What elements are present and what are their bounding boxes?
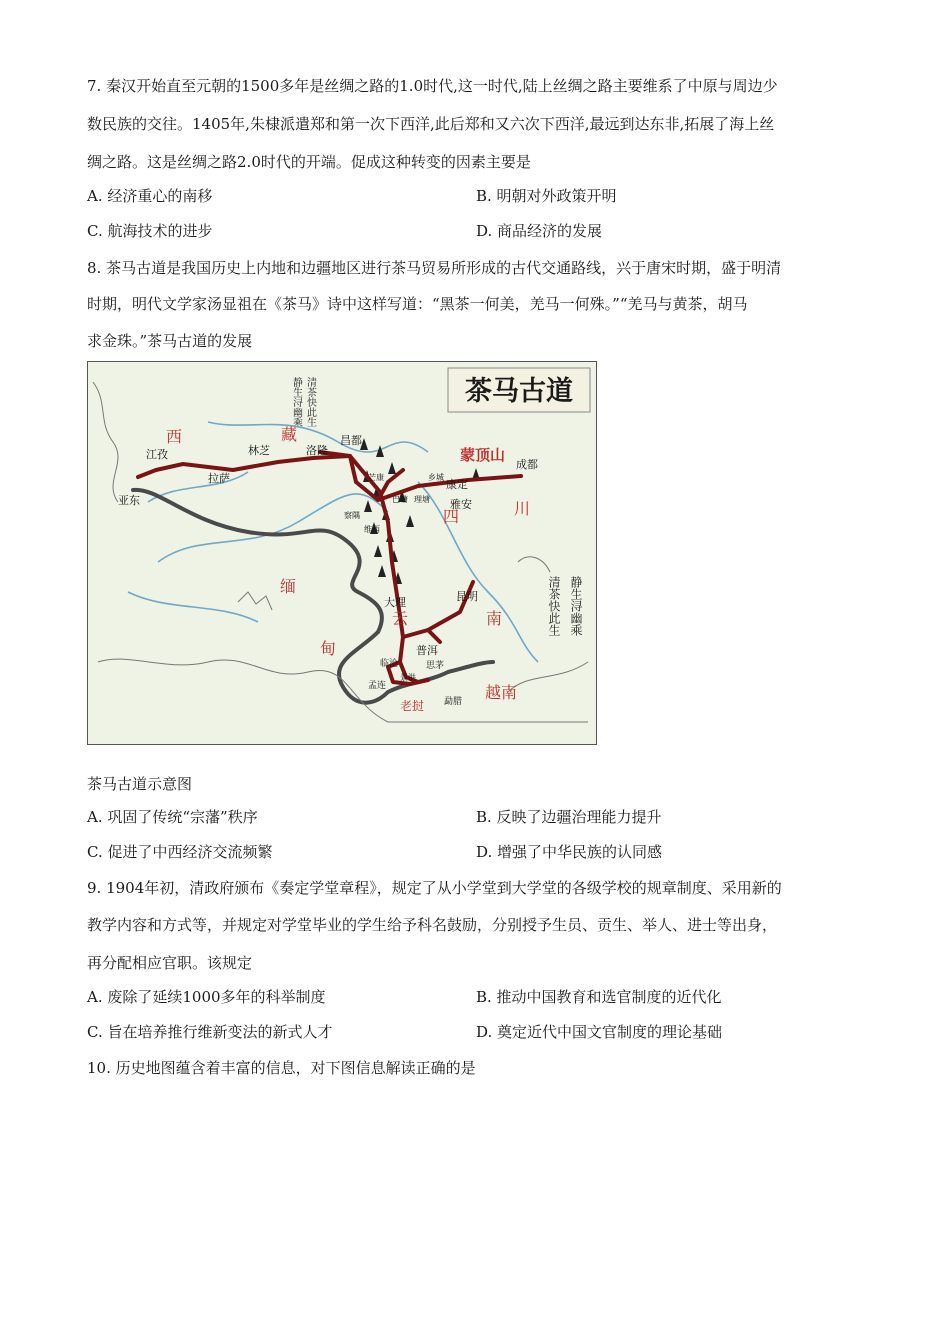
map-poem-right-2: 清茶快此生 — [547, 576, 561, 636]
q7-option-d[interactable]: D. 商品经济的发展 — [476, 222, 603, 240]
city-label: 大理 — [384, 596, 406, 609]
city-label: 成都 — [516, 458, 538, 471]
region-label: 越南 — [485, 683, 518, 702]
q7-stem-line-1: 7. 秦汉开始直至元朝的1500多年是丝绸之路的1.0时代,这一时代,陆上丝绸之路主要维系了中原与周边少 — [87, 77, 778, 95]
q9-option-a[interactable]: A. 废除了延续1000多年的科举制度 — [87, 988, 326, 1006]
city-label: 康定 — [446, 478, 468, 491]
map-poem-top-1: 静生浔幽乘 — [290, 377, 302, 427]
tea-horse-road-map — [87, 361, 597, 745]
q9-stem-line-1: 9. 1904年初，清政府颁布《奏定学堂章程》，规定了从小学堂到大学堂的各级学校的规章制度、采用新的 — [87, 879, 782, 897]
city-label: 景洪 — [400, 673, 416, 682]
q9-option-b[interactable]: B. 推动中国教育和选官制度的近代化 — [476, 988, 722, 1006]
city-label: 洛隆 — [306, 444, 328, 457]
region-label: 甸 — [320, 639, 337, 658]
mengding-mountain-label: 蒙顶山 — [460, 446, 506, 464]
city-label: 勐腊 — [444, 697, 463, 707]
city-label: 理塘 — [414, 495, 430, 504]
region-label: 四 — [443, 507, 460, 526]
map-title: 茶马古道 — [465, 376, 573, 407]
city-label: 孟连 — [368, 681, 387, 691]
region-label: 云 — [392, 609, 409, 628]
city-label: 昌都 — [340, 434, 362, 447]
city-label: 亚东 — [118, 494, 140, 507]
q7-option-b[interactable]: B. 明朝对外政策开明 — [476, 187, 617, 205]
q9-option-d[interactable]: D. 奠定近代中国文官制度的理论基础 — [476, 1023, 723, 1041]
q7-option-c[interactable]: C. 航海技术的进步 — [87, 222, 213, 240]
map-poem-top-2: 清茶快此生 — [304, 377, 316, 427]
map-poem-right-1: 静生浔幽乘 — [569, 576, 583, 636]
q7-stem-line-2: 数民族的交往。1405年,朱棣派遣郑和第一次下西洋,此后郑和又六次下西洋,最远到达东非,拓展了海上丝 — [87, 115, 775, 133]
region-label: 西 — [166, 427, 183, 446]
region-label: 川 — [514, 499, 531, 518]
region-label: 缅 — [280, 577, 297, 596]
city-label: 拉萨 — [208, 472, 230, 485]
region-label: 南 — [486, 609, 503, 628]
city-label: 昆明 — [456, 590, 478, 603]
city-label: 巴塘 — [392, 495, 408, 504]
q10-stem: 10. 历史地图蕴含着丰富的信息，对下图信息解读正确的是 — [87, 1059, 476, 1077]
region-label: 藏 — [281, 425, 298, 444]
map-caption: 茶马古道示意图 — [87, 775, 193, 793]
city-label: 芒康 — [368, 473, 384, 482]
q8-stem-line-2: 时期，明代文学家汤显祖在《茶马》诗中这样写道：“黑茶一何美，羌马一何殊。”“羌马与黄茶，胡马 — [87, 295, 748, 313]
city-label: 江孜 — [146, 448, 168, 461]
q8-option-b[interactable]: B. 反映了边疆治理能力提升 — [476, 808, 662, 826]
city-label: 乡城 — [428, 473, 444, 482]
q9-option-c[interactable]: C. 旨在培养推行维新变法的新式人才 — [87, 1023, 333, 1041]
q8-option-d[interactable]: D. 增强了中华民族的认同感 — [476, 843, 663, 861]
q7-option-a[interactable]: A. 经济重心的南移 — [87, 187, 213, 205]
city-label: 维西 — [364, 525, 380, 534]
city-label: 雅安 — [450, 498, 472, 511]
city-label: 林芝 — [248, 444, 270, 457]
q8-option-c[interactable]: C. 促进了中西经济交流频繁 — [87, 843, 273, 861]
city-label: 临沧 — [380, 659, 399, 669]
q9-stem-line-3: 再分配相应官职。该规定 — [87, 954, 253, 972]
q8-stem-line-1: 8. 茶马古道是我国历史上内地和边疆地区进行茶马贸易所形成的古代交通路线，兴于唐宋时期，盛于明清 — [87, 259, 782, 277]
city-label: 思茅 — [426, 661, 445, 671]
city-label: 普洱 — [416, 644, 438, 657]
q8-stem-line-3: 求金珠。”茶马古道的发展 — [87, 332, 253, 350]
region-label: 老挝 — [400, 699, 425, 713]
city-label: 察隅 — [344, 511, 360, 520]
map-title-plaque — [448, 368, 590, 412]
q7-stem-line-3: 绸之路。这是丝绸之路2.0时代的开端。促成这种转变的因素主要是 — [87, 153, 531, 171]
q9-stem-line-2: 教学内容和方式等，并规定对学堂毕业的学生给予科名鼓励，分别授予生员、贡生、举人、进士等出身， — [87, 916, 778, 934]
q8-option-a[interactable]: A. 巩固了传统“宗藩”秩序 — [87, 808, 258, 826]
